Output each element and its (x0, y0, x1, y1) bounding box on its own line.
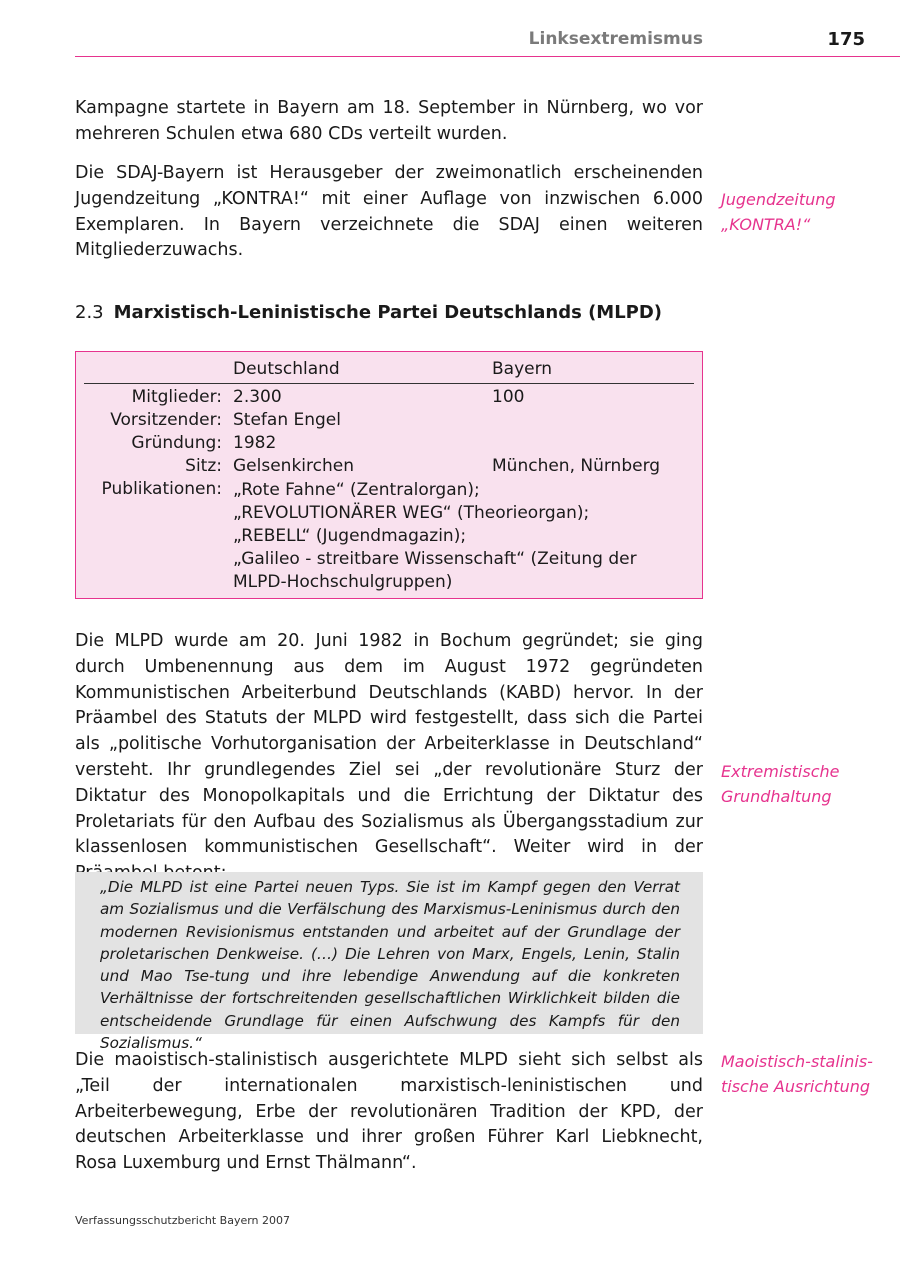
margin-note-line: tische Ausrichtung (721, 1077, 871, 1096)
margin-note-ausrichtung (721, 1049, 891, 1099)
margin-note-line: Extremistische (721, 762, 840, 781)
paragraph-3: Die MLPD wurde am 20. Juni 1982 in Bochum gegründet; sie ging durch Umbenennung aus dem im August 1972 gegründeten Kommunistischen Arbeiterbund Deutschlands (KABD) hervor. In der Präambel des Statuts der MLPD wird festgestellt, dass sich die Partei als „politische Vorhutorganisation der Arbeiterklasse in Deutschland“ versteht. Ihr grundlegendes Ziel sei „der revolutionäre Sturz der Diktatur des Monopolkapitals und die Errichtung der Diktatur des Proletariats für den Aufbau des Sozialismus als Übergangsstadium zur klassenlosen kommunistischen Gesellschaft“. Weiter wird in der (75, 631, 703, 858)
footer-source: Verfassungsschutzbericht Bayern 2007 (75, 1214, 291, 1227)
row-value-by: München, Nürnberg (492, 456, 661, 476)
margin-note-grundhaltung (721, 759, 891, 809)
row-value-de: Gelsenkirchen (233, 456, 354, 476)
paragraph-1: Kampagne startete in Bayern am 18. September in Nürnberg, wo vor mehreren Schulen etwa 680 CDs verteilt wurden. (75, 98, 703, 144)
margin-note-line: Jugendzeitung (721, 190, 836, 209)
paragraph-2: Die SDAJ-Bayern ist Herausgeber der zweimonatlich erscheinenden Jugendzeitung „KONTRA!“ mit einer Auflage von inzwischen 6.000 Exemplaren. In Bayern verzeichnete die SDAJ einen weiteren Mitgliederzuwachs. (75, 163, 703, 261)
publication-item: „REBELL“ (Jugendmagazin); (233, 526, 467, 546)
margin-note-kontra (721, 187, 891, 237)
running-header (75, 26, 900, 57)
section-number: 2.3 (75, 302, 104, 323)
row-label: Sitz: (185, 456, 222, 476)
publication-item: „Rote Fahne“ (Zentralorgan); (233, 480, 480, 500)
quote-box (75, 872, 703, 1053)
row-label: Vorsitzender: (110, 410, 222, 430)
column-header-deutschland: Deutschland (233, 359, 340, 379)
row-value-de: 2.300 (233, 387, 282, 407)
publication-item: MLPD-Hochschulgruppen) (233, 572, 453, 592)
party-info-box (75, 351, 703, 599)
row-value-by: 100 (492, 387, 525, 407)
publication-item: „REVOLUTIONÄRER WEG“ (Theorieorgan); (233, 503, 590, 523)
section-title: Marxistisch-Leninistische Partei Deutschlands (MLPD) (113, 302, 663, 323)
margin-note-line: Maoistisch-stalinis- (721, 1052, 873, 1071)
header-rule (84, 383, 694, 384)
margin-note-line: Grundhaltung (721, 787, 832, 806)
row-label: Gründung: (131, 433, 222, 453)
row-label: Publikationen: (101, 479, 222, 499)
publications-list (233, 479, 637, 594)
running-header-section: Linksextremismus (528, 29, 703, 49)
quote-text: „Die MLPD ist eine Partei neuen Typs. Sie ist im Kampf gegen den Verrat am Sozialismus und die Verfälschung des Marxismus-Leninismus durch den modernen Revisionismus entstanden und arbeitet auf der Grundlage der proletarischen Denkweise. (…) Die Lehren von Marx, Engels, Lenin, Stalin und Mao Tse-tung und ihre lebendige Anwendung auf die konkreten Verhältnisse der fortschreitenden gesellschaftlichen Wirklichkeit bilden die entscheidende Grundlage für einen Aufschwung des Kampfs für den Sozialismus.“ (100, 878, 680, 1053)
column-header-bayern: Bayern (492, 359, 553, 379)
margin-note-line: „KONTRA!“ (721, 215, 811, 234)
row-label: Mitglieder: (131, 387, 222, 407)
row-value-de: 1982 (233, 433, 277, 453)
row-value-de: Stefan Engel (233, 410, 341, 430)
publication-item: „Galileo - streitbare Wissenschaft“ (Zeitung der (233, 549, 637, 569)
paragraph-4: Die maoistisch-stalinistisch ausgerichtete MLPD sieht sich selbst als „Teil der internationalen marxistisch-leninistischen und Arbeiterbewegung, Erbe der revolutionären Tradition der KPD, der deutschen Arbeiterklasse und ihrer großen Führer Karl Liebknecht, Rosa Luxemburg und Ernst Thälmann“. (75, 1050, 703, 1174)
section-heading (75, 302, 662, 323)
page-number: 175 (827, 29, 865, 50)
